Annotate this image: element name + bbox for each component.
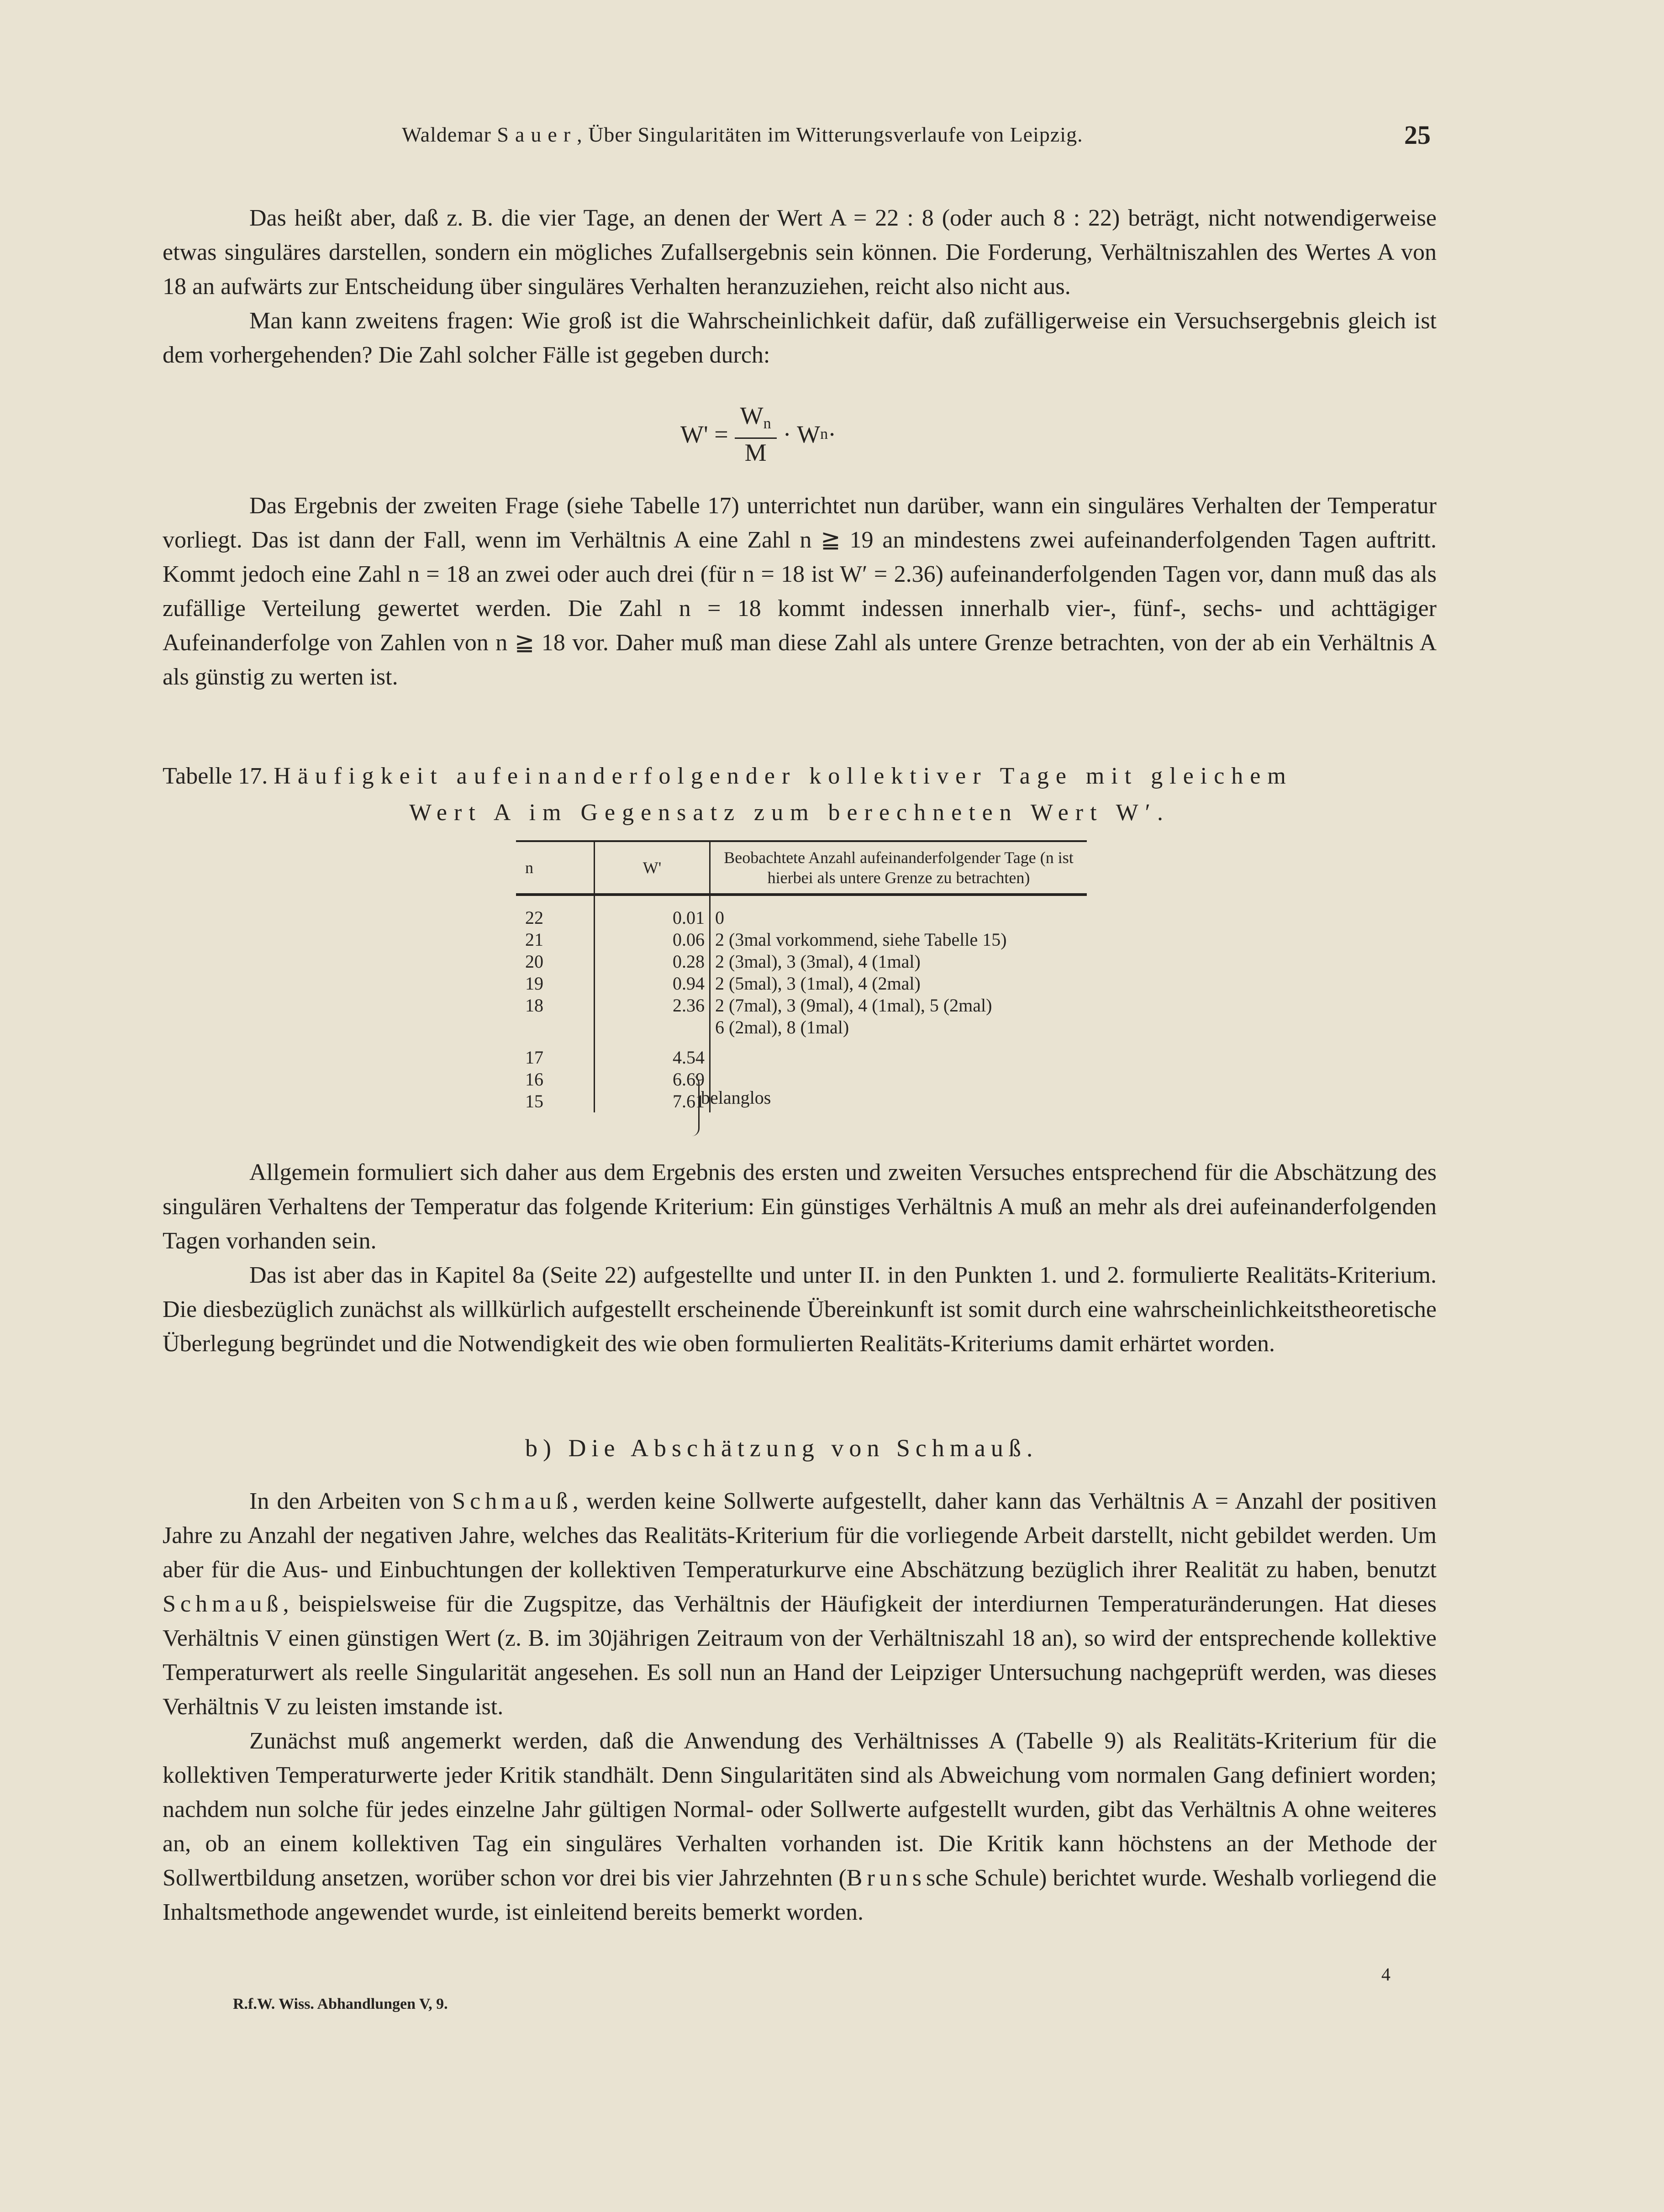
footnote: R.f.W. Wiss. Abhandlungen V, 9. <box>233 1996 448 2012</box>
paragraph-7 <box>163 1724 1437 1929</box>
cell-w: 0.94 <box>595 973 710 995</box>
table-row <box>516 1090 1087 1112</box>
header-observed: Beobachtete Anzahl aufeinanderfolgender Tage (n ist hierbei als untere Grenze zu betrachten) <box>710 841 1087 895</box>
cell-observed: 2 (3mal), 3 (3mal), 4 (1mal) <box>715 951 921 972</box>
header-title: , Über Singularitäten im Witterungsverlaufe von Leipzig. <box>577 123 1083 146</box>
formula-rhs: · W <box>783 420 821 448</box>
formula-rhs-subscript: n <box>820 425 828 442</box>
paragraph-6-part-a: In den Arbeiten von <box>249 1488 445 1514</box>
page-number: 25 <box>1404 120 1431 150</box>
table-row <box>516 995 1087 1016</box>
cell-w: 0.28 <box>595 951 710 973</box>
text-block-bottom <box>163 1484 1437 1929</box>
cell-w: 0.06 <box>595 929 710 951</box>
cell-w: 0.01 <box>595 895 710 929</box>
cell-observed: 2 (3mal vorkommend, siehe Tabelle 15) <box>715 929 1007 950</box>
table-row <box>516 1069 1087 1090</box>
section-title: b) Die Abschätzung von Schmauß. <box>525 1434 1038 1462</box>
header-author-first: Waldemar <box>402 123 491 146</box>
cell-observed: 2 (5mal), 3 (1mal), 4 (2mal) <box>715 973 921 994</box>
table-row <box>516 1016 1087 1038</box>
text-block-lower <box>163 1155 1437 1361</box>
cell-observed: 6 (2mal), 8 (1mal) <box>715 1017 849 1038</box>
cell-n: 21 <box>516 929 595 951</box>
paragraph-7-part-b: sche Schule) berichtet wurde. Weshalb vorliegend die Inhaltsmethode angewendet wurde, ist einleitend bereits bemerkt worden. <box>163 1865 1437 1925</box>
formula-numerator-symbol: W <box>740 402 764 429</box>
table-row <box>516 973 1087 995</box>
cell-w <box>595 1016 710 1038</box>
paragraph-7-part-a: Zunächst muß angemerkt werden, daß die Anwendung des Verhältnisses A (Tabelle 9) als Realitäts-Kriterium für die kollektiven Temperaturwerte jeder Kritik standhält. Denn Singularitäten sind als Abweichung vom normalen Gang definiert worden; nachdem nun solche für jedes einzelne Jahr gültigen Normal- oder Sollwerte aufgestellt wurden, gibt das Verhältnis A ohne weiteres an, ob an einem kollektiven Tag ein singuläres Verhalten vorhanden ist. Die Kritik kann höchstens an der Methode der Sollwertbildung ansetzen, worüber schon vor drei bis vier Jahrzehnten ( <box>163 1728 1437 1891</box>
table-row <box>516 1038 1087 1069</box>
paragraph-6 <box>163 1484 1437 1724</box>
formula-numerator <box>735 402 777 439</box>
header-w: W' <box>595 841 710 895</box>
running-header <box>402 122 1443 147</box>
cell-n: 16 <box>516 1069 595 1090</box>
text-block-top <box>163 201 1437 372</box>
cell-n: 19 <box>516 973 595 995</box>
paragraph-6-part-b: , werden keine Sollwerte aufgestellt, daher kann das Verhältnis A = Anzahl der positiven Jahre zu Anzahl der negativen Jahre, welches das Realitäts-Kriterium für die vorliegende Arbeit darstellt, nicht gebildet werden. Um aber für die Aus- und Einbuchtungen der kollektiven Temperaturkurve eine Abschätzung bezüglich ihrer Realität zu haben, benutzt <box>163 1488 1437 1583</box>
cell-n <box>516 1016 595 1038</box>
formula <box>680 402 836 466</box>
text-block-middle <box>163 489 1437 694</box>
cell-n: 20 <box>516 951 595 973</box>
formula-fraction <box>735 402 777 466</box>
data-table <box>516 840 1087 1112</box>
author-name-schmauss-2: Schmauß <box>163 1591 283 1617</box>
cell-observed: 2 (7mal), 3 (9mal), 4 (1mal), 5 (2mal) <box>715 995 992 1016</box>
table-row <box>516 895 1087 929</box>
cell-observed <box>710 1038 1087 1069</box>
table-caption-label: Tabelle 17. <box>163 763 268 789</box>
paragraph-2: Man kann zweitens fragen: Wie groß ist die Wahrscheinlichkeit dafür, daß zufälligerweise ein Versuchsergebnis gleich ist dem vorhergehenden? Die Zahl solcher Fälle ist gegeben durch: <box>163 308 1437 368</box>
table-caption-title-1: Häufigkeit aufeinanderfolgender kollektiver Tage mit gleichem <box>274 763 1293 789</box>
table-caption-title-2: Wert A im Gegensatz zum berechneten Wert W′. <box>409 800 1170 826</box>
cell-n: 17 <box>516 1038 595 1069</box>
header-author-last: Sauer <box>497 123 577 146</box>
cell-n: 15 <box>516 1090 595 1112</box>
formula-denominator: M <box>744 439 767 466</box>
paragraph-1: Das heißt aber, daß z. B. die vier Tage, an denen der Wert A = 22 : 8 (oder auch 8 : 22) beträgt, nicht notwendigerweise etwas singuläres darstellen, sondern ein mögliches Zufallsergebnis sein können. Die Forderung, Verhältniszahlen des Wertes A von 18 an aufwärts zur Entscheidung über singuläres Verhalten heranzuziehen, reicht also nicht aus. <box>163 205 1437 300</box>
signature-number: 4 <box>1381 1964 1390 1985</box>
cell-w: 4.54 <box>595 1038 710 1069</box>
formula-lhs: W' = <box>680 420 728 448</box>
cell-n: 22 <box>516 895 595 929</box>
table-row <box>516 951 1087 973</box>
formula-numerator-subscript: n <box>763 415 771 432</box>
paragraph-6-part-c: , beispielsweise für die Zugspitze, das Verhältnis der Häufigkeit der interdiurnen Temperaturänderungen. Hat dieses Verhältnis V einen günstigen Wert (z. B. im 30jährigen Zeitraum von der Verhältniszahl 18 an), so wird der entsprechende kollektive Temperaturwert als reelle Singularität angesehen. Es soll nun an Hand der Leipziger Untersuchung nachgeprüft werden, was dieses Verhältnis V zu leisten imstande ist. <box>163 1591 1437 1720</box>
group-brace <box>692 1076 700 1136</box>
author-name-schmauss: Schmauß <box>452 1488 573 1514</box>
formula-end: · <box>828 420 837 448</box>
table-row <box>516 929 1087 951</box>
paragraph-4: Allgemein formuliert sich daher aus dem Ergebnis des ersten und zweiten Versuches entsprechend für die Abschätzung des singulären Verhaltens der Temperatur das folgende Kriterium: Ein günstiges Verhältnis A muß an mehr als drei aufeinanderfolgenden Tagen vorhanden sein. <box>163 1159 1437 1254</box>
author-name-bruns: Bruns <box>846 1865 927 1891</box>
table-header-row <box>516 841 1087 895</box>
paragraph-3: Das Ergebnis der zweiten Frage (siehe Tabelle 17) unterrichtet nun darüber, wann ein singuläres Verhalten der Temperatur vorliegt. Das ist dann der Fall, wenn im Verhältnis A eine Zahl n ≧ 19 an mindestens zwei aufeinanderfolgenden Tagen auftritt. Kommt jedoch eine Zahl n = 18 an zwei oder auch drei (für n = 18 ist W′ = 2.36) aufeinanderfolgenden Tagen vor, dann muß das als zufällige Verteilung gewertet werden. Die Zahl n = 18 kommt indessen innerhalb vier-, fünf-, sechs- und achttägiger Aufeinanderfolge von Zahlen von n ≧ 18 vor. Daher muß man diese Zahl als untere Grenze betrachten, von der ab ein Verhältnis A als günstig zu werten ist. <box>163 493 1437 690</box>
cell-w: 2.36 <box>595 995 710 1016</box>
cell-observed: 0 <box>715 907 724 928</box>
cell-n: 18 <box>516 995 595 1016</box>
group-label: belanglos <box>701 1087 771 1108</box>
cell-w: 7.61 <box>595 1090 710 1112</box>
table-caption <box>163 758 1441 831</box>
paragraph-5: Das ist aber das in Kapitel 8a (Seite 22) aufgestellte und unter II. in den Punkten 1. und 2. formulierte Realitäts-Kriterium. Die diesbezüglich zunächst als willkürlich aufgestellt erscheinende Übereinkunft ist somit durch eine wahrscheinlichkeitstheoretische Überlegung begründet und die Notwendigkeit des wie oben formulierten Realitäts-Kriteriums damit erhärtet worden. <box>163 1262 1437 1357</box>
cell-w: 6.69 <box>595 1069 710 1090</box>
header-n: n <box>516 841 595 895</box>
